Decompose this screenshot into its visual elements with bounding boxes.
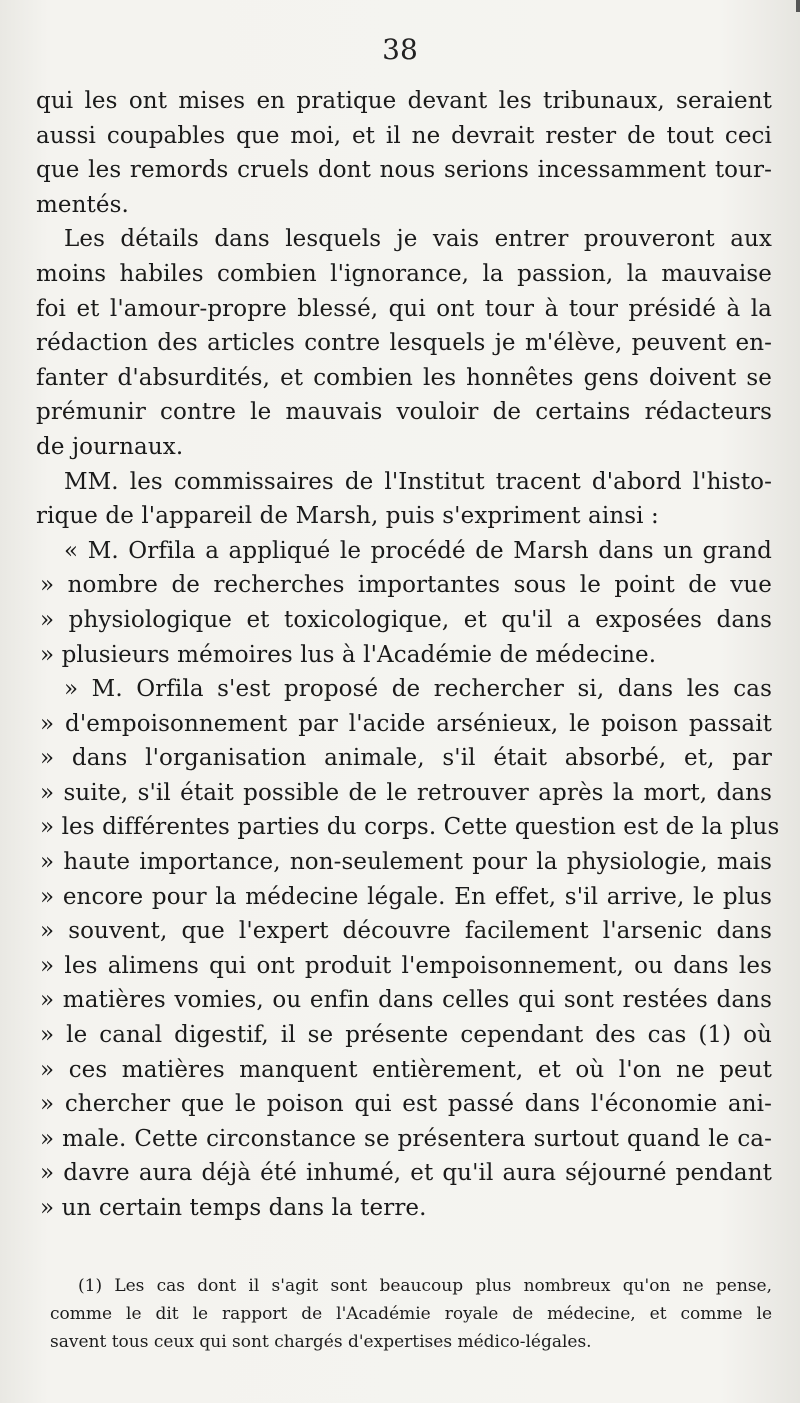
text-line: rique de l'appareil de Marsh, puis s'expriment ainsi : — [36, 503, 659, 530]
text-line: fanter d'absurdités, et combien les honnêtes gens doivent se — [36, 364, 772, 391]
footnote-line: comme le dit le rapport de l'Académie royale de médecine, et comme le — [50, 1304, 772, 1324]
quote-line: » physiologique et toxicologique, et qu'il a exposées dans — [40, 606, 772, 633]
text-line: moins habiles combien l'ignorance, la passion, la mauvaise — [36, 260, 772, 287]
quote-line: » male. Cette circonstance se présentera surtout quand le ca- — [40, 1125, 772, 1152]
quote-line: » chercher que le poison qui est passé dans l'économie ani- — [40, 1091, 772, 1118]
footnote — [50, 1272, 772, 1356]
quote-line: » dans l'organisation animale, s'il était absorbé, et, par — [40, 745, 772, 772]
quote-line: » ces matières manquent entièrement, et où l'on ne peut — [40, 1056, 772, 1083]
text-line: Les détails dans lesquels je vais entrer prouveront aux — [64, 226, 772, 253]
text-line: prémunir contre le mauvais vouloir de certains rédacteurs — [36, 399, 772, 426]
page-number: 38 — [382, 33, 418, 66]
quote-line: » d'empoisonnement par l'acide arsénieux, le poison passait — [40, 710, 772, 737]
text-line: MM. les commissaires de l'Institut tracent d'abord l'histo- — [64, 468, 772, 495]
quote-line: » M. Orfila s'est proposé de rechercher si, dans les cas — [64, 676, 772, 703]
quote-line: « M. Orfila a appliqué le procédé de Marsh dans un grand — [64, 537, 772, 564]
footnote-line: (1) Les cas dont il s'agit sont beaucoup plus nombreux qu'on ne pense, — [78, 1276, 772, 1296]
quote-line: » davre aura déjà été inhumé, et qu'il aura séjourné pendant — [40, 1160, 772, 1187]
quote-line: » matières vomies, ou enfin dans celles qui sont restées dans — [40, 987, 772, 1014]
quote-line: » suite, s'il était possible de le retrouver après la mort, dans — [40, 779, 772, 806]
quote-line: » un certain temps dans la terre. — [40, 1195, 427, 1221]
text-line: qui les ont mises en pratique devant les tribunaux, seraient — [36, 88, 772, 114]
text-line: foi et l'amour-propre blessé, qui ont tour à tour présidé à la — [36, 295, 772, 322]
footnote-line: savent tous ceux qui sont chargés d'expertises médico-légales. — [50, 1332, 592, 1352]
quote-line: » le canal digestif, il se présente cependant des cas (1) où — [40, 1022, 772, 1049]
text-line: aussi coupables que moi, et il ne devrait rester de tout ceci — [36, 122, 772, 149]
text-line: que les remords cruels dont nous serions incessamment tour- — [36, 157, 772, 184]
quote-line: » souvent, que l'expert découvre facilement l'arsenic dans — [40, 918, 772, 945]
text-line: rédaction des articles contre lesquels je m'élève, peuvent en- — [36, 330, 772, 357]
text-line: mentés. — [36, 191, 129, 218]
text-line: de journaux. — [36, 433, 184, 460]
quote-line: » plusieurs mémoires lus à l'Académie de médecine. — [40, 641, 657, 668]
quote-line: » encore pour la médecine légale. En effet, s'il arrive, le plus — [40, 883, 772, 910]
quote-line: » nombre de recherches importantes sous le point de vue — [40, 572, 772, 599]
quote-line: » les alimens qui ont produit l'empoisonnement, ou dans les — [40, 952, 772, 979]
quote-line: » les différentes parties du corps. Cette question est de la plus — [40, 814, 780, 841]
body-text — [36, 84, 780, 1226]
edge-mark — [796, 0, 800, 12]
quote-line: » haute importance, non-seulement pour la physiologie, mais — [40, 849, 772, 876]
